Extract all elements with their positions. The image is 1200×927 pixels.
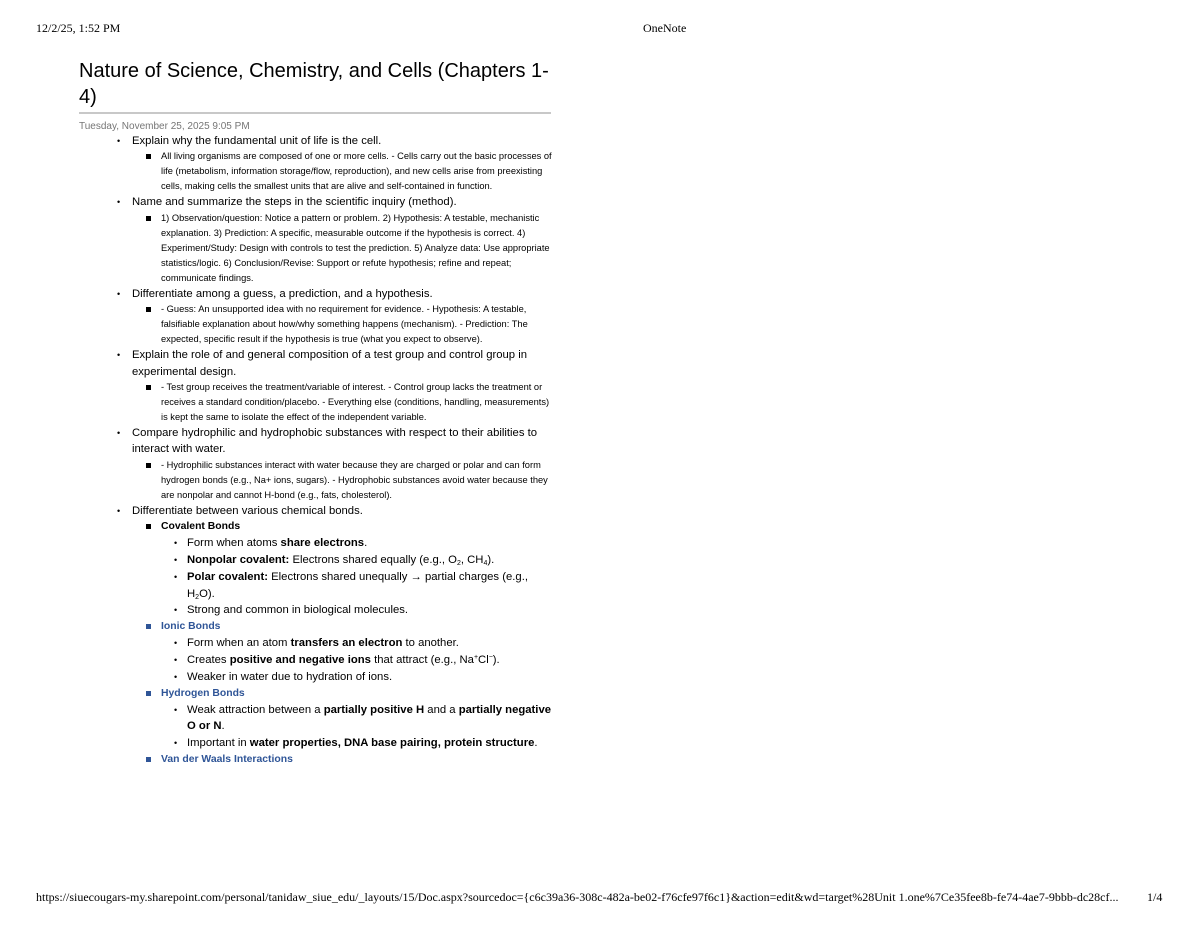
note-page [79,58,554,768]
list-item: 1) Observation/question: Notice a pattern or problem. 2) Hypothesis: A testable, mechanistic explanation. 3) Prediction: A specific, measurable outcome if the hypothesis is correct. 4) Experiment/Study: Design with controls to test the prediction. 5) Analyze data: Use appropriate statistics/logic. 6) Conclusion/Revise: Support or refute hypothesis; refine and repeat; communicate findings. [79,211,554,286]
print-app-name: OneNote [643,21,687,35]
bond-section-vdw [79,752,554,768]
list-item: - Guess: An unsupported idea with no requirement for evidence. - Hypothesis: A testable, falsifiable explanation about how/why something happens (mechanism). - Prediction: The expected, specific result if the hypothesis is true (what you expect to observe). [79,302,554,347]
list-item: • Polar covalent: Electrons shared unequally → partial charges (e.g., $H_2O$). [79,569,554,603]
list-item: • Differentiate between various chemical bonds. Covalent Bonds • Form when atoms share electrons. • Nonpolar covalent: Electrons shared equally (e.g., $O_2$, $CH_4$). • Polar covalent: Electrons shared unequally → partial charges (e.g., $H_2O$). • Strong and common in biological molecules. Ionic Bonds • Form when an atom transfers an electron to another. • Creates positive and negative ions that attract (e.g., Na+Cl−). • Weaker in water due to hydration of ions. Hydrogen Bonds • Weak attraction between a partially positive H and a partially negative O or N. • Important in water properties, DNA base pairing, protein structure. Van der Waals Interactions [79,503,554,768]
list-item: • Compare hydrophilic and hydrophobic substances with respect to their abilities to interact with water. - Hydrophilic substances interact with water because they are charged or polar and can form hydrogen bonds (e.g., Na+ ions, sugars). - Hydrophobic substances avoid water because they are nonpolar and cannot H-bond (e.g., fats, cholesterol). [79,425,554,503]
list-item: • Weak attraction between a partially positive H and a partially negative O or N. [79,702,554,736]
list-item: • Name and summarize the steps in the scientific inquiry (method). 1) Observation/question: Notice a pattern or problem. 2) Hypothesis: A testable, mechanistic explanation. 3) Prediction: A specific, measurable outcome if the hypothesis is correct. 4) Experiment/Study: Design with controls to test the prediction. 5) Analyze data: Use appropriate statistics/logic. 6) Conclusion/Revise: Support or refute hypothesis; refine and repeat; communicate findings. [79,194,554,285]
bond-heading: Van der Waals Interactions [161,754,293,766]
page-datetime: Tuesday, November 25, 2025 9:05 PM [79,121,250,132]
bond-heading: Ionic Bonds [161,621,221,633]
list-item: • Form when atoms share electrons. [79,535,554,552]
list-item: • Explain the role of and general composition of a test group and control group in experimental design. - Test group receives the treatment/variable of interest. - Control group lacks the treatment or receives a standard condition/placebo. - Everything else (conditions, handling, measurements) is kept the same to isolate the effect of the independent variable. [79,347,554,425]
list-item: - Hydrophilic substances interact with water because they are charged or polar and can form hydrogen bonds (e.g., Na+ ions, sugars). - Hydrophobic substances avoid water because they are nonpolar and cannot H-bond (e.g., fats, cholesterol). [79,458,554,503]
page-title: Nature of Science, Chemistry, and Cells (Chapters 1-4) [79,58,551,114]
print-header [0,21,1200,37]
list-item: • Differentiate among a guess, a prediction, and a hypothesis. - Guess: An unsupported idea with no requirement for evidence. - Hypothesis: A testable, falsifiable explanation about how/why something happens (mechanism). - Prediction: The expected, specific result if the hypothesis is true (what you expect to observe). [79,286,554,347]
list-item: • Creates positive and negative ions that attract (e.g., Na+Cl−). [79,652,554,669]
bond-heading: Covalent Bonds [161,521,241,533]
list-item: • Nonpolar covalent: Electrons shared equally (e.g., $O_2$, $CH_4$). [79,552,554,569]
print-datetime: 12/2/25, 1:52 PM [36,21,121,35]
bond-section-ionic [79,619,554,685]
print-page-number: 1/4 [1147,890,1163,904]
bond-section-hydrogen [79,686,554,752]
bond-heading: Hydrogen Bonds [161,687,245,699]
list-item: • Weaker in water due to hydration of ions. [79,669,554,686]
list-item: - Test group receives the treatment/variable of interest. - Control group lacks the treatment or receives a standard condition/placebo. - Everything else (conditions, handling, measurements) is kept the same to isolate the effect of the independent variable. [79,380,554,425]
bond-section-covalent [79,519,554,619]
list-item: • Form when an atom transfers an electron to another. [79,635,554,652]
list-item: • Strong and common in biological molecules. [79,602,554,619]
list-item: • Important in water properties, DNA base pairing, protein structure. [79,735,554,752]
print-url: https://siuecougars-my.sharepoint.com/personal/tanidaw_siue_edu/_layouts/15/Doc.aspx?sourcedoc={c6c39a36-308c-482a-be02-f76cfe97f6c1}&action=edit&wd=target%28Unit 1.one%7Ce35fee8b-fe74-4ae7-9bbb-dc28cf... [36,890,1119,904]
outline [79,133,554,768]
list-item: • Explain why the fundamental unit of life is the cell. All living organisms are composed of one or more cells. - Cells carry out the basic processes of life (metabolism, information storage/flow, reproduction), and new cells arise from preexisting cells, making cells the smallest units that are alive and self-contained in function. [79,133,554,194]
list-item: All living organisms are composed of one or more cells. - Cells carry out the basic processes of life (metabolism, information storage/flow, reproduction), and new cells arise from preexisting cells, making cells the smallest units that are alive and self-contained in function. [79,149,554,194]
